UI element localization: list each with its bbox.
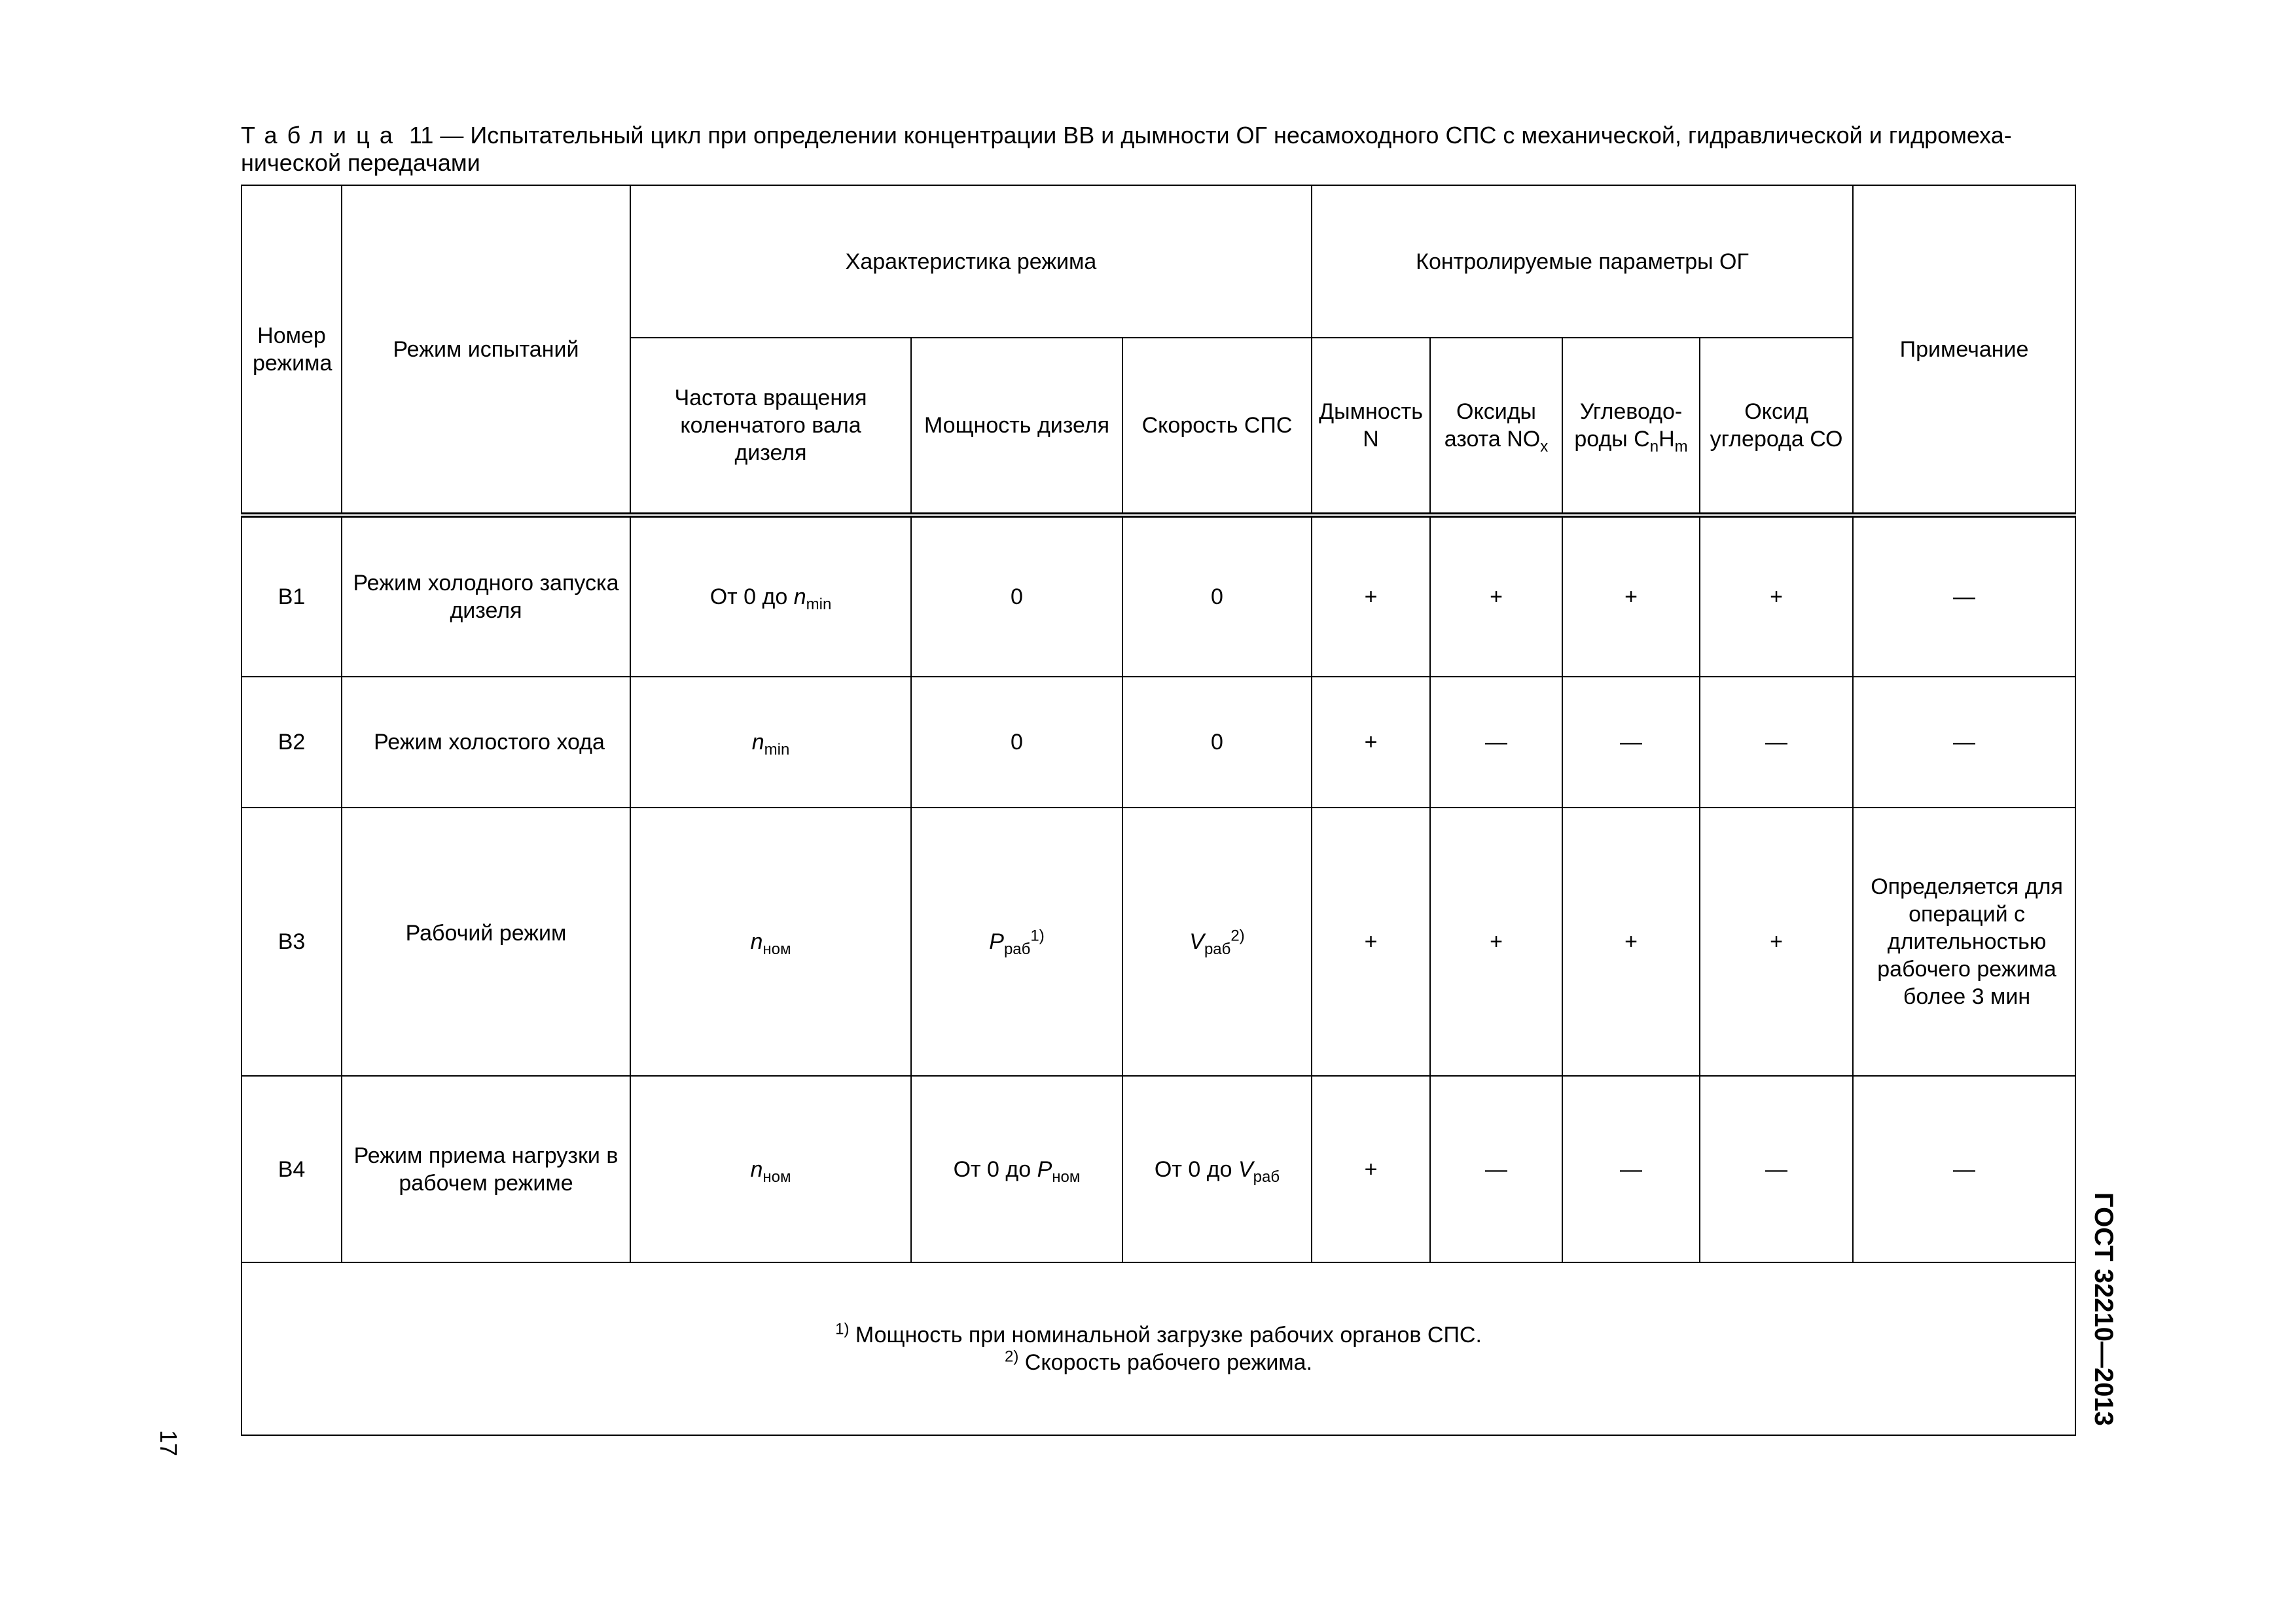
power-prefix: От 0 до [953, 1156, 1037, 1182]
header-smoke [1312, 338, 1430, 515]
row-smoke: + [1312, 1076, 1430, 1262]
row-smoke: + [1312, 808, 1430, 1076]
speed-symbol: n [750, 1156, 763, 1182]
header-nox-sub: x [1540, 437, 1549, 455]
footnote-text: Мощность при номинальной загрузке рабочих органов СПС. [849, 1323, 1482, 1347]
row-mode: Рабочий режим [342, 808, 630, 1076]
header-test-mode: Режим испытаний [342, 185, 630, 515]
header-nox-line1: Оксиды [1456, 399, 1536, 424]
power-sub: раб [1003, 940, 1031, 958]
header-co-line2: углерода СО [1710, 427, 1843, 452]
row-smoke: + [1312, 677, 1430, 808]
speed-symbol: n [793, 584, 806, 609]
header-row-1 [242, 185, 2075, 338]
power-sub: ном [1052, 1168, 1081, 1186]
footnote-text: Скорость рабочего режима. [1018, 1350, 1313, 1375]
row-velocity: 0 [1122, 677, 1312, 808]
row-co: + [1700, 515, 1853, 677]
row-hydrocarbons: + [1562, 808, 1700, 1076]
table-row [242, 808, 2075, 1076]
row-co: — [1700, 1076, 1853, 1262]
caption-number: 11 [409, 122, 434, 149]
speed-sub: min [764, 740, 790, 758]
header-ch-sub-n: n [1649, 437, 1659, 455]
row-co: + [1700, 808, 1853, 1076]
row-crank-speed [630, 1076, 911, 1262]
speed-sub: ном [762, 940, 791, 958]
row-crank-speed [630, 677, 911, 808]
header-smoke-line1: Дымность [1319, 399, 1423, 424]
header-ch-mid: H [1659, 427, 1675, 452]
row-hydrocarbons: + [1562, 515, 1700, 677]
table-caption [241, 122, 2073, 177]
footnote-mark: 1) [835, 1320, 850, 1338]
header-controlled-params: Контролируемые параметры ОГ [1312, 185, 1853, 338]
header-nox-line2: азота NO [1444, 427, 1541, 452]
row-velocity: 0 [1122, 515, 1312, 677]
row-velocity [1122, 1076, 1312, 1262]
row-mode: Режим холостого хода [342, 677, 630, 808]
velocity-prefix: От 0 до [1154, 1156, 1238, 1182]
header-note: Примечание [1853, 185, 2075, 515]
header-diesel-power: Мощность дизеля [911, 338, 1122, 515]
row-mode: Режим приема нагрузки в рабочем режиме [342, 1076, 630, 1262]
row-power: 0 [911, 515, 1122, 677]
row-id: B3 [242, 808, 342, 1076]
row-nox: — [1430, 677, 1562, 808]
header-smoke-line2: N [1363, 427, 1379, 452]
row-id: B2 [242, 677, 342, 808]
speed-sub: ном [762, 1168, 791, 1186]
header-nox [1430, 338, 1562, 515]
row-power [911, 808, 1122, 1076]
velocity-sub: раб [1204, 940, 1231, 958]
test-cycle-table [241, 185, 2076, 1436]
row-power: 0 [911, 677, 1122, 808]
speed-prefix: От 0 до [709, 584, 794, 609]
row-mode: Режим холодного запуска дизеля [342, 515, 630, 677]
velocity-symbol: V [1238, 1156, 1253, 1182]
row-power [911, 1076, 1122, 1262]
footnotes-cell [242, 1262, 2075, 1435]
row-nox: + [1430, 515, 1562, 677]
table-row [242, 677, 2075, 808]
velocity-symbol: V [1189, 929, 1204, 954]
velocity-footnote-ref: 2) [1230, 927, 1245, 945]
row-nox: — [1430, 1076, 1562, 1262]
row-hydrocarbons: — [1562, 1076, 1700, 1262]
header-ch-line2: роды C [1574, 427, 1650, 452]
row-hydrocarbons: — [1562, 677, 1700, 808]
power-symbol: P [989, 929, 1004, 954]
row-note: — [1853, 1076, 2075, 1262]
document-code: ГОСТ 32210—2013 [2089, 1192, 2118, 1426]
row-id: B1 [242, 515, 342, 677]
row-id: B4 [242, 1076, 342, 1262]
header-crank-speed: Частота вращения коленчатого вала дизеля [630, 338, 911, 515]
header-mode-number: Номер режима [242, 185, 342, 515]
caption-label: Таблица [241, 122, 403, 149]
speed-symbol: n [750, 929, 763, 954]
row-velocity [1122, 808, 1312, 1076]
header-hydrocarbons [1562, 338, 1700, 515]
power-footnote-ref: 1) [1030, 927, 1045, 945]
page-number: 17 [155, 1430, 182, 1457]
velocity-sub: раб [1253, 1168, 1280, 1186]
row-note: — [1853, 677, 2075, 808]
speed-symbol: n [751, 730, 764, 755]
header-mode-characteristics: Характеристика режима [630, 185, 1312, 338]
row-note: — [1853, 515, 2075, 677]
footnote-mark: 2) [1004, 1347, 1019, 1366]
table-row [242, 515, 2075, 677]
speed-sub: min [806, 595, 832, 613]
footnote [253, 1349, 2064, 1376]
row-nox: + [1430, 808, 1562, 1076]
row-note: Определяется для операций с длительностью рабочего режима более 3 мин [1853, 808, 2075, 1076]
footnotes-row [242, 1262, 2075, 1435]
row-smoke: + [1312, 515, 1430, 677]
row-crank-speed [630, 808, 911, 1076]
header-co-line1: Оксид [1744, 399, 1808, 424]
header-sps-speed: Скорость СПС [1122, 338, 1312, 515]
power-symbol: P [1037, 1156, 1052, 1182]
row-co: — [1700, 677, 1853, 808]
header-co [1700, 338, 1853, 515]
caption-text: — Испытательный цикл при определении концентрации ВВ и дымности ОГ несамоходного СПС с механической, гидравлической и гидромеха-нической передачами [241, 122, 2012, 176]
footnote [253, 1321, 2064, 1349]
table-row [242, 1076, 2075, 1262]
header-ch-line1: Углеводо- [1579, 399, 1683, 424]
row-crank-speed [630, 515, 911, 677]
header-ch-sub-m: m [1674, 437, 1688, 455]
